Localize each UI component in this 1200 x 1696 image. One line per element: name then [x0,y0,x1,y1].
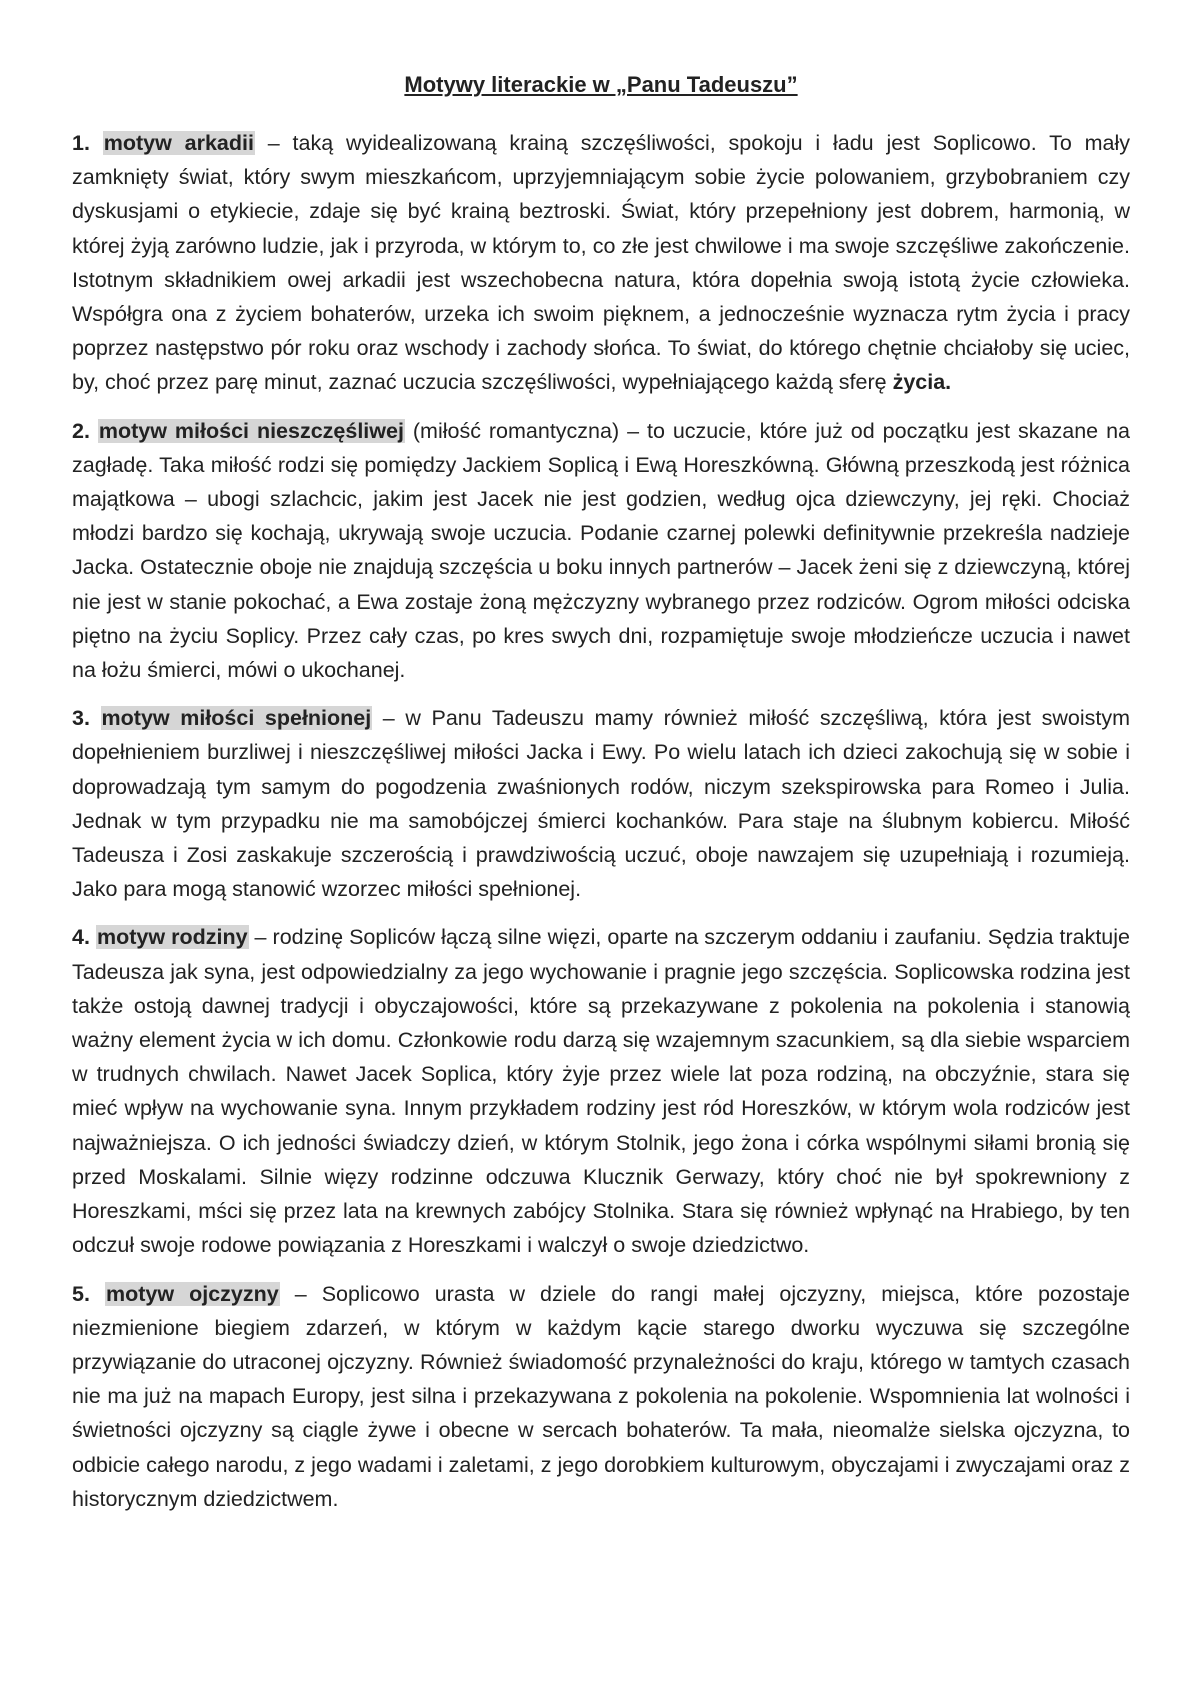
section-text: – Soplicowo urasta w dziele do rangi małej ojczyzny, miejsca, które pozostaje niezmienione biegiem zdarzeń, w którym w każdym kącie starego dworku wyczuwa się szczególne przywiązanie do utraconej ojczyzny. Również świadomość przynależności do kraju, którego w tamtych czasach nie ma już na mapach Europy, jest silna i przekazywana z pokolenia na pokolenie. Wspomnienia lat wolności i świetności ojczyzny są ciągle żywe i obecne w sercach bohaterów. Ta mała, nieomalże sielska ojczyzna, to odbicie całego narodu, z jego wadami i zaletami, z jego dorobkiem kulturowym, obyczajami i zwyczajami oraz z historycznym dziedzictwem. [72,1281,1130,1511]
section-homeland [72,1277,1130,1516]
document-title: Motywy literackie w „Panu Tadeuszu” [404,72,798,97]
section-text: – taką wyidealizowaną krainą szczęśliwości, spokoju i ładu jest Soplicowo. To mały zamknięty świat, który swym mieszkańcom, uprzyjemniającym sobie życie polowaniem, grzybobraniem czy dyskusjami o etykiecie, zdaje się być krainą beztroski. Świat, który przepełniony jest dobrem, harmonią, w której żyją zarówno ludzie, jak i przyroda, w którym to, co złe jest chwilowe i ma swoje szczęśliwe zakończenie. Istotnym składnikiem owej arkadii jest wszechobecna natura, która dopełnia swoją istotą życie człowieka. Współgra ona z życiem bohaterów, urzeka ich swoim pięknem, a jednocześnie wyznacza rytm życia i pracy poprzez następstwo pór roku oraz wschody i zachody słońca. To świat, do którego chętnie chciałoby się uciec, by, choć przez parę minut, zaznać uczucia szczęśliwości, wypełniającego każdą sferę [72,131,1130,395]
section-text: – w Panu Tadeuszu mamy również miłość szczęśliwą, która jest swoistym dopełnieniem burzliwej i nieszczęśliwej miłości Jacka i Ewy. Po wielu latach ich dzieci zakochują się w sobie i doprowadzają tym samym do pogodzenia zwaśnionych rodów, niczym szekspirowska para Romeo i Julia. Jednak w tym przypadku nie ma samobójczej śmierci kochanków. Para staje na ślubnym kobiercu. Miłość Tadeusza i Zosi zaskakuje szczerością i prawdziwością uczuć, oboje nawzajem się uzupełniają i rozumieją. Jako para mogą stanowić wzorzec miłości spełnionej. [72,706,1130,902]
section-text: (miłość romantyczna) – to uczucie, które już od początku jest skazane na zagładę. Taka miłość rodzi się pomiędzy Jackiem Soplicą i Ewą Horeszkówną. Główną przeszkodą jest różnica majątkowa – ubogi szlachcic, jakim jest Jacek nie jest godzien, według ojca dziewczyny, jej ręki. Chociaż młodzi bardzo się kochają, ukrywają swoje uczucia. Podanie czarnej polewki definitywnie przekreśla nadzieje Jacka. Ostatecznie oboje nie znajdują szczęścia u boku innych partnerów – Jacek żeni się z dziewczyną, której nie jest w stanie pokochać, a Ewa zostaje żoną mężczyzny wybranego przez rodziców. Ogrom miłości odciska piętno na życiu Soplicy. Przez cały czas, po kres swych dni, rozpamiętuje swoje młodzieńcze uczucia i nawet na łożu śmierci, mówi o ukochanej. [72,418,1130,683]
section-heading: motyw arkadii [103,131,254,155]
section-number: 2. [72,418,90,443]
section-heading: motyw miłości nieszczęśliwej [98,418,404,443]
section-tail-bold: życia. [892,370,952,395]
section-arkadia [72,126,1130,400]
section-heading: motyw ojczyzny [105,1281,279,1306]
section-family [72,920,1130,1262]
section-number: 3. [72,706,90,731]
section-heading: motyw rodziny [96,925,248,950]
section-text: – rodzinę Sopliców łączą silne więzi, oparte na szczerym oddaniu i zaufaniu. Sędzia traktuje Tadeusza jak syna, jest odpowiedzialny za jego wychowanie i pragnie jego szczęścia. Soplicowska rodzina jest także ostoją dawnej tradycji i obyczajowości, które są przekazywane z pokolenia na pokolenia i stanowią ważny element życia w ich domu. Członkowie rodu darzą się wzajemnym szacunkiem, są dla siebie wsparciem w trudnych chwilach. Nawet Jacek Soplica, który żyje przez wiele lat poza rodziną, na obczyźnie, stara się mieć wpływ na wychowanie syna. Innym przykładem rodziny jest ród Horeszków, w którym wola rodziców jest najważniejsza. O ich jedności świadczy dzień, w którym Stolnik, jego żona i córka wspólnymi siłami bronią się przed Moskalami. Silnie więzy rodzinne odczuwa Klucznik Gerwazy, który choć nie był spokrewniony z Horeszkami, mści się przez lata na krewnych zabójcy Stolnika. Stara się również wpłynąć na Hrabiego, by ten odczuł swoje rodowe powiązania z Horeszkami i walczył o swoje dziedzictwo. [72,925,1130,1258]
section-unhappy-love [72,414,1130,688]
section-number: 5. [72,1281,90,1306]
section-number: 1. [72,131,90,155]
section-heading: motyw miłości spełnionej [101,706,372,731]
section-number: 4. [72,925,90,950]
section-fulfilled-love [72,701,1130,906]
